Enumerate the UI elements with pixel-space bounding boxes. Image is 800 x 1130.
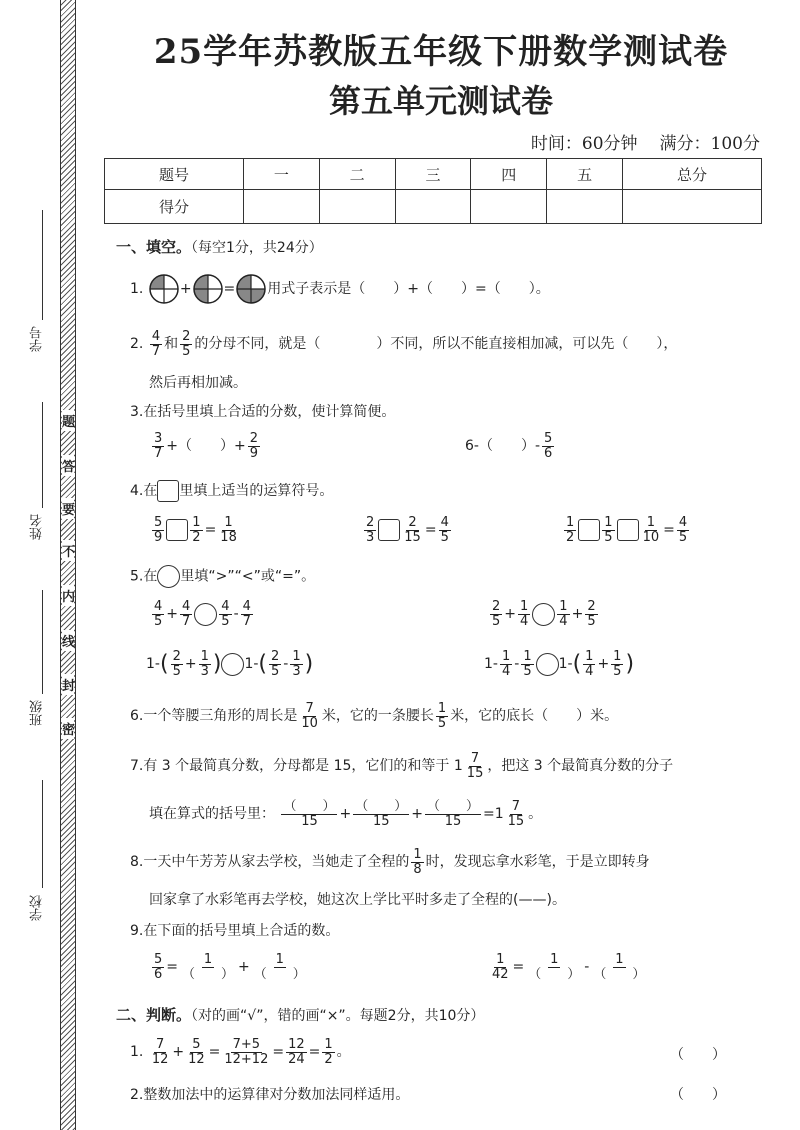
q4-text: 里填上适当的运算符号。 <box>179 483 334 499</box>
blank-fraction[interactable]: $\frac{( )}{15}$ <box>283 799 336 829</box>
class-line <box>42 590 43 694</box>
circle-quarter-2-icon <box>192 273 224 305</box>
section1-title: 一、填空。 <box>116 238 192 256</box>
q2-line2: 然后再相加减。 <box>149 375 247 391</box>
q5-expr-c <box>146 650 313 678</box>
answer-circle[interactable] <box>157 565 180 588</box>
answer-box[interactable] <box>617 519 639 541</box>
fraction: $\frac{2}{5}$ <box>182 329 191 359</box>
q5-expr-b <box>488 600 600 628</box>
plus-sign: + <box>184 656 197 673</box>
id-line <box>42 210 43 320</box>
equals-sign: = <box>208 1044 221 1061</box>
q4-expr-a <box>150 516 241 544</box>
exam-full-score: 满分：100分 <box>659 134 760 154</box>
school-line <box>42 780 43 888</box>
q8-text: 时，发现忘拿水彩笔，于是立即转身 <box>425 854 650 871</box>
fraction: $\frac{2}{9}$ <box>249 431 259 461</box>
exam-info <box>531 129 760 154</box>
q7-text: ，把这 3 个最简真分数的分子 <box>487 758 674 775</box>
blank-fraction[interactable]: $\frac{1}{( )}$ <box>182 952 235 982</box>
answer-blank[interactable]: (——) <box>513 892 552 908</box>
equals-sign: = <box>308 1044 321 1061</box>
question-number: 4. <box>130 483 144 499</box>
seal-char: 要 <box>62 498 74 519</box>
answer-circle[interactable] <box>532 603 555 626</box>
answer-circle[interactable] <box>194 603 217 626</box>
fraction: $\frac{7}{10}$ <box>301 701 318 731</box>
score-row-label: 得分 <box>105 190 244 224</box>
q8-text: 回家拿了水彩笔再去学校，她这次上学比平时多走了全程的 <box>149 892 513 908</box>
fraction: $\frac{4}{7}$ <box>182 599 191 629</box>
score-table <box>104 158 762 224</box>
score-cell[interactable] <box>243 190 319 224</box>
q4-expr-b <box>362 516 453 544</box>
expr-text: 1- <box>558 656 573 673</box>
fraction: $\frac{7+5}{12+12}$ <box>224 1037 269 1067</box>
seal-char: 不 <box>62 540 74 561</box>
fraction: $\frac{1}{3}$ <box>200 649 209 679</box>
score-cell[interactable] <box>547 190 623 224</box>
q6-text: 米，它的底长（ ）米。 <box>450 708 619 725</box>
fraction: $\frac{1}{4}$ <box>501 649 511 679</box>
plus-sign: + <box>571 606 584 623</box>
period: 。 <box>336 1044 351 1061</box>
seal-char: 题 <box>62 410 74 431</box>
id-label: 学号 <box>30 326 45 352</box>
seal-char: 答 <box>62 455 74 476</box>
fraction: $\frac{5}{6}$ <box>544 431 553 461</box>
q8-text: 一天中午芳芳从家去学校，当她走了全程的 <box>143 854 410 871</box>
q5-text: 里填“>”“<”或“=”。 <box>180 568 316 585</box>
equals-sign: = <box>223 281 236 297</box>
judge-1-answer[interactable]: （ ） <box>670 1047 726 1063</box>
school-label: 学校 <box>30 895 45 921</box>
blank-fraction[interactable]: $\frac{1}{( )}$ <box>253 952 306 982</box>
expr-text: 1- <box>244 656 259 673</box>
answer-box[interactable] <box>166 519 188 541</box>
score-header-cell: 一 <box>243 159 319 190</box>
seal-char: 内 <box>62 585 74 606</box>
class-label: 班级 <box>30 700 45 726</box>
section2-note: （对的画“√”，错的画“×”。每题2分，共10分） <box>191 1008 485 1024</box>
equals-sign: = <box>166 959 179 976</box>
section2-title: 二、判断。 <box>116 1006 192 1024</box>
fraction: $\frac{1}{8}$ <box>413 847 422 877</box>
fraction: $\frac{1}{2}$ <box>192 515 201 545</box>
question-number: 2. <box>130 336 144 353</box>
question-number: 2. <box>130 1087 144 1103</box>
fraction: $\frac{4}{5}$ <box>154 599 163 629</box>
q5-expr-d <box>484 650 634 678</box>
expr-text: +（ ）+ <box>166 438 246 455</box>
fraction: $\frac{5}{9}$ <box>154 515 163 545</box>
question-3 <box>130 401 395 421</box>
minus-sign: - <box>584 959 590 976</box>
name-label: 姓名 <box>30 514 45 540</box>
question-5 <box>130 565 315 588</box>
fraction: $\frac{1}{42}$ <box>492 952 509 982</box>
answer-circle[interactable] <box>536 653 559 676</box>
q7-line2 <box>149 800 542 828</box>
plus-sign: + <box>172 1044 185 1061</box>
fraction: $\frac{1}{5}$ <box>613 649 622 679</box>
fraction: $\frac{1}{3}$ <box>292 649 301 679</box>
fraction: $\frac{1}{5}$ <box>523 649 532 679</box>
q4-pre: 在 <box>143 483 158 499</box>
fraction: $\frac{2}{5}$ <box>492 599 501 629</box>
question-number: 1. <box>130 1044 144 1061</box>
fraction: $\frac{1}{4}$ <box>520 599 529 629</box>
q2-text: 的分母不同，就是（ ）不同，所以不能直接相加减，可以先（ ）， <box>194 336 678 353</box>
fraction: $\frac{7}{15}$ <box>507 799 525 829</box>
plus-sign: + <box>411 806 423 823</box>
q8-line2 <box>149 889 566 909</box>
q6-text: 一个等腰三角形的周长是 <box>143 708 298 725</box>
score-header-cell: 总分 <box>623 159 762 190</box>
answer-box[interactable] <box>378 519 400 541</box>
paren: ( <box>159 651 169 677</box>
score-cell[interactable] <box>471 190 547 224</box>
score-cell[interactable] <box>623 190 762 224</box>
paren: ) <box>212 651 222 677</box>
question-1 <box>130 273 550 305</box>
q9-expr-a <box>150 953 310 981</box>
fraction: $\frac{4}{5}$ <box>678 515 688 545</box>
fraction: $\frac{1}{4}$ <box>585 649 594 679</box>
score-header-cell: 四 <box>471 159 547 190</box>
equals-sign: = <box>272 1044 285 1061</box>
fraction: $\frac{7}{15}$ <box>466 751 484 781</box>
judge-2-text: 整数加法中的运算律对分数加法同样适用。 <box>143 1087 410 1103</box>
fraction: $\frac{1}{18}$ <box>220 515 237 545</box>
equals-sign: = <box>512 959 525 976</box>
fraction: $\frac{2}{5}$ <box>587 599 596 629</box>
question-number: 8. <box>130 854 144 871</box>
score-header-cell: 三 <box>395 159 471 190</box>
q5-pre: 在 <box>143 568 158 585</box>
fraction: $\frac{12}{24}$ <box>288 1037 305 1067</box>
plus-sign: + <box>339 806 352 823</box>
paren: ( <box>258 651 268 677</box>
answer-circle[interactable] <box>221 653 244 676</box>
q7-text: 填在算式的括号里： <box>149 806 275 823</box>
judge-1 <box>130 1038 351 1066</box>
fraction: $\frac{4}{7}$ <box>151 329 161 359</box>
fraction: $\frac{7}{12}$ <box>151 1037 169 1067</box>
fraction: $\frac{3}{7}$ <box>154 431 163 461</box>
fraction: $\frac{2}{3}$ <box>366 515 375 545</box>
minus-sign: - <box>283 656 289 673</box>
plus-sign: + <box>238 959 250 976</box>
q9-text: 在下面的括号里填上合适的数。 <box>143 923 340 939</box>
question-8 <box>130 848 650 876</box>
section2-heading <box>116 1004 484 1025</box>
blank-fraction[interactable]: $\frac{1}{( )}$ <box>528 952 581 982</box>
equals-sign: = <box>424 522 437 539</box>
expr-text: 1- <box>484 656 498 673</box>
fraction: $\frac{4}{5}$ <box>221 599 230 629</box>
question-6 <box>130 702 618 730</box>
paren: ( <box>572 651 582 677</box>
q6-text: 米，它的一条腰长 <box>321 708 434 725</box>
q7-text: 有 3 个最简真分数，分母都是 15，它们的和等于 1 <box>143 758 463 775</box>
paren: ) <box>625 651 635 677</box>
page-title: 25学年苏教版五年级下册数学测试卷 <box>153 32 729 72</box>
binding-hatch <box>60 0 76 1130</box>
q1-text: 用式子表示是（ ）+（ ）=（ ）。 <box>267 281 550 297</box>
blank-fraction[interactable]: $\frac{( )}{15}$ <box>355 799 408 829</box>
question-number: 3. <box>130 404 144 420</box>
seal-char: 封 <box>62 674 74 695</box>
equals-sign: = <box>663 522 675 539</box>
expr-text: 6-（ ）- <box>465 438 541 455</box>
question-number: 6. <box>130 708 144 725</box>
score-cell[interactable] <box>395 190 471 224</box>
fraction: $\frac{2}{5}$ <box>271 649 280 679</box>
section1-note: （每空1分，共24分） <box>191 240 323 256</box>
minus-sign: - <box>233 606 239 623</box>
section1-heading <box>116 236 323 257</box>
period: 。 <box>528 806 543 823</box>
fraction: $\frac{1}{10}$ <box>642 515 660 545</box>
q5-expr-a <box>150 600 255 628</box>
judge-2 <box>130 1084 409 1104</box>
plus-sign: + <box>166 606 179 623</box>
equals-sign: =1 <box>482 806 504 823</box>
expr-text: 1- <box>146 656 160 673</box>
fraction: $\frac{4}{7}$ <box>242 599 251 629</box>
equals-sign: = <box>204 522 217 539</box>
fraction: $\frac{5}{12}$ <box>188 1037 205 1067</box>
q3-text: 在括号里填上合适的分数，使计算简便。 <box>143 404 396 420</box>
question-number: 9. <box>130 923 144 939</box>
question-number: 1. <box>130 281 144 297</box>
fraction: $\frac{4}{5}$ <box>440 515 449 545</box>
question-number: 7. <box>130 758 144 775</box>
score-header-cell: 题号 <box>105 159 244 190</box>
paren: ) <box>304 651 314 677</box>
seal-char: 线 <box>62 630 74 651</box>
q3-expr-a <box>150 432 262 460</box>
question-2 <box>130 330 677 358</box>
fraction: $\frac{1}{5}$ <box>604 515 613 545</box>
judge-2-answer[interactable]: （ ） <box>670 1087 726 1103</box>
fraction: $\frac{1}{2}$ <box>324 1037 333 1067</box>
q4-expr-c <box>562 516 691 544</box>
exam-time: 时间：60分钟 <box>530 134 638 154</box>
blank-fraction[interactable]: $\frac{1}{( )}$ <box>593 952 646 982</box>
score-header-cell: 二 <box>319 159 395 190</box>
score-header-cell: 五 <box>547 159 623 190</box>
fraction: $\frac{1}{5}$ <box>437 701 447 731</box>
fraction: $\frac{1}{2}$ <box>566 515 575 545</box>
answer-box[interactable] <box>157 480 179 502</box>
q2-and: 和 <box>164 336 179 353</box>
circle-quarter-1-icon <box>148 273 180 305</box>
fraction: $\frac{2}{5}$ <box>172 649 181 679</box>
plus-sign: + <box>597 656 610 673</box>
plus-sign: + <box>179 281 192 297</box>
minus-sign: - <box>514 656 520 673</box>
score-cell[interactable] <box>319 190 395 224</box>
page-subtitle: 第五单元测试卷 <box>328 82 553 120</box>
fraction: $\frac{1}{4}$ <box>559 599 568 629</box>
question-number: 5. <box>130 568 144 585</box>
question-7 <box>130 752 673 780</box>
name-line <box>42 402 43 508</box>
fraction: $\frac{2}{15}$ <box>404 515 421 545</box>
circle-quarter-3-icon <box>235 273 267 305</box>
blank-fraction[interactable]: $\frac{( )}{15}$ <box>426 799 479 829</box>
question-4 <box>130 480 333 502</box>
q3-expr-b <box>465 432 556 460</box>
q9-expr-b <box>488 953 649 981</box>
plus-sign: + <box>504 606 517 623</box>
period: 。 <box>551 892 566 908</box>
fraction: $\frac{5}{6}$ <box>154 952 163 982</box>
answer-box[interactable] <box>578 519 600 541</box>
seal-char: 密 <box>62 718 74 739</box>
question-9 <box>130 920 339 940</box>
